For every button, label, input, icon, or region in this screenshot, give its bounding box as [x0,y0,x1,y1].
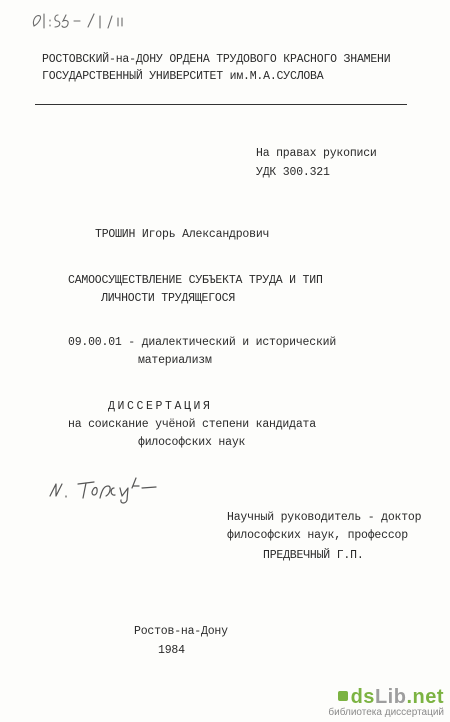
year: 1984 [158,644,185,657]
dslib-logo-icon [338,691,348,701]
dslib-watermark [328,686,444,718]
supervisor-line-2: философских наук, профессор [227,529,408,542]
thesis-title-line-2: ЛИЧНОСТИ ТРУДЯЩЕГОСЯ [101,292,236,305]
university-line-1: РОСТОВСКИЙ-на-ДОНУ ОРДЕНА ТРУДОВОГО КРАСНОГО ЗНАМЕНИ [42,53,391,66]
header-divider [35,104,407,105]
rights-notice: На правах рукописи [256,147,377,160]
udc-code: УДК 300.321 [256,166,330,179]
university-line-2: ГОСУДАРСТВЕННЫЙ УНИВЕРСИТЕТ им.М.А.СУСЛОВА [42,70,324,83]
degree-line-2: философских наук [138,436,246,449]
handwritten-signature [42,470,172,506]
dslib-logo: dsLib.net [338,686,444,709]
handwritten-archive-number [28,8,188,34]
dissertation-heading: ДИССЕРТАЦИЯ [108,400,213,413]
city: Ростов-на-Дону [134,625,228,638]
author-name: ТРОШИН Игорь Александрович [95,228,270,241]
supervisor-line-1: Научный руководитель - доктор [227,511,422,524]
specialty-code-line-2: материализм [138,354,212,367]
thesis-title-line-1: САМООСУЩЕСТВЛЕНИЕ СУБЪЕКТА ТРУДА И ТИП [68,274,323,287]
specialty-code-line-1: 09.00.01 - диалектический и исторический [68,336,337,349]
degree-line-1: на соискание учёной степени кандидата [68,418,316,431]
supervisor-name: ПРЕДВЕЧНЫЙ Г.П. [263,549,364,562]
dslib-subtitle: библиотека диссертаций [328,707,444,718]
